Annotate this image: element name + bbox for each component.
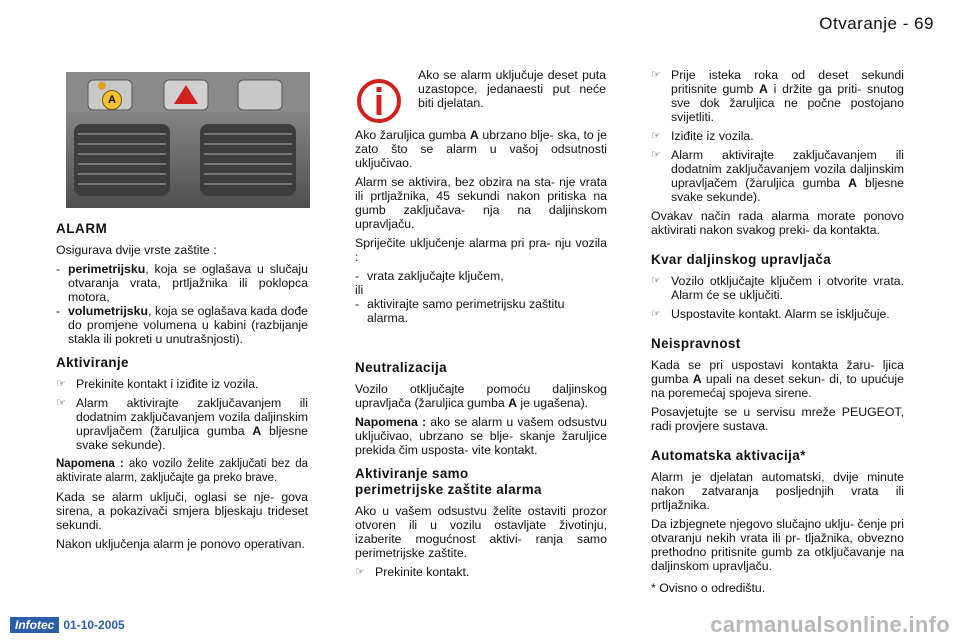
warning-text: Ako se alarm uključuje deset puta uzastopce, jedanaesti put neće biti djelatan. xyxy=(418,68,606,110)
paragraph: Vozilo otključajte pomoću daljinskog upravljača (žaruljica gumba A je ugašena). xyxy=(355,382,607,410)
pointing-hand-icon: ☞ xyxy=(56,378,66,390)
button-a-callout: A xyxy=(102,90,122,110)
list-item: ☞ Vozilo otključajte ključem i otvorite vrata. Alarm će se uključiti. xyxy=(651,274,904,302)
paragraph: Kada se alarm uključi, oglasi se nje- gova sirena, a pokazivači smjera bljeskaju trideset sekundi. xyxy=(56,490,308,532)
list-item: - vrata zaključajte ključem, xyxy=(355,269,504,283)
footnote: * Ovisno o odredištu. xyxy=(651,581,766,595)
paragraph: Ako u vašem odsustvu želite ostaviti prozor otvoren ili u vozilu ostavljate životinju, izaberite mogućnost aktivi- ranja samo perimetrijske zaštite. xyxy=(355,504,607,560)
list-item: ☞ Uspostavite kontakt. Alarm se isključuje. xyxy=(651,307,890,321)
neispravnost-heading: Neispravnost xyxy=(651,336,741,351)
paragraph: Napomena : ako se alarm u vašem odsustvu uključivao, ubrzano se blje- skanje žaruljice prekida čim usposta- vite kontakt. xyxy=(355,415,607,457)
list-item: ☞ Alarm aktivirajte zaključavanjem ili dodatnim zaključavanjem vozila daljinskim upravljačem (žaruljica gumba A bljesne svake sekunde). xyxy=(56,396,308,452)
pointing-hand-icon: ☞ xyxy=(651,69,661,81)
napomena-note: Napomena : ako vozilo želite zaključati bez da aktivirate alarm, zaključajte ga preko brave. xyxy=(56,458,308,484)
neutralizacija-heading: Neutralizacija xyxy=(355,360,447,375)
aktiviranje-samo-heading-line2: perimetrijske zaštite alarma xyxy=(355,482,542,497)
list-item: - perimetrijsku, koja se oglašava u slučaju otvaranja vrata, prtljažnika ili poklopca motora, xyxy=(56,262,308,304)
ili-text: ili xyxy=(355,283,364,297)
list-item: ☞ Prekinite kontakt i iziđite iz vozila. xyxy=(56,377,259,391)
pointing-hand-icon: ☞ xyxy=(651,275,661,287)
paragraph: Kada se pri uspostavi kontakta žaru- ljica gumba A upali na deset sekun- di, to upućuje na poremećaj spojeva sirene. xyxy=(651,358,904,400)
footer xyxy=(10,617,125,633)
list-item: - aktivirajte samo perimetrijsku zaštitu alarma. xyxy=(355,297,565,325)
paragraph: Posavjetujte se u servisu mreže PEUGEOT, radi provjere sustava. xyxy=(651,405,904,433)
pointing-hand-icon: ☞ xyxy=(355,566,365,578)
paragraph: Alarm je djelatan automatski, dvije minute nakon zatvaranja posljednjih vrata ili prtljažnika. xyxy=(651,470,904,512)
pointing-hand-icon: ☞ xyxy=(56,397,66,409)
list-item: ☞ Prekinite kontakt. xyxy=(355,565,470,579)
paragraph: Ako žaruljica gumba A ubrzano blje- ska, to je zato što se alarm u vašoj odsutnosti uključivao. xyxy=(355,128,607,170)
aktiviranje-heading: Aktiviranje xyxy=(56,355,129,370)
alarm-intro: Osigurava dvije vrste zaštite : xyxy=(56,243,217,257)
paragraph: Nakon uključenja alarm je ponovo operativan. xyxy=(56,537,305,551)
middle-column xyxy=(355,128,607,584)
footer-date: 01-10-2005 xyxy=(63,618,125,632)
pointing-hand-icon: ☞ xyxy=(651,130,661,142)
pointing-hand-icon: ☞ xyxy=(651,308,661,320)
paragraph: Spriječite uključenje alarma pri pra- nju vozila : xyxy=(355,236,607,264)
automatska-heading: Automatska aktivacija* xyxy=(651,448,806,463)
paragraph: Ovakav način rada alarma morate ponovo aktivirati nakon svakog preki- da kontakta. xyxy=(651,209,904,237)
aktiviranje-samo-heading: Aktiviranje samo xyxy=(355,466,469,481)
list-item: - volumetrijsku, koja se oglašava kada dođe do promjene volumena u kabini (razbijanje stakla ili pokreti u unutrašnjosti). xyxy=(56,304,308,346)
watermark: carmanualsonline.info xyxy=(710,612,950,637)
warning-box xyxy=(418,68,606,115)
alarm-heading: ALARM xyxy=(56,221,108,236)
list-item: ☞ Alarm aktivirajte zaključavanjem ili dodatnim zaključavanjem vozila daljinskim upravljačem (žaruljica gumba A bljesne svake sekunde). xyxy=(651,148,904,204)
right-column xyxy=(651,68,904,600)
kvar-heading: Kvar daljinskog upravljača xyxy=(651,252,832,267)
warning-info-icon xyxy=(356,78,402,124)
paragraph: Da izbjegnete njegovo slučajno uklju- čenje pri otvaranju nekih vrata ili pr- tljažnika, obvezno prethodno pritisnite gumb za otključavanje na daljinskom upravljaču. xyxy=(651,517,904,573)
alarm-button-photo xyxy=(66,72,310,208)
left-column xyxy=(56,212,308,556)
page-header: Otvaranje - 69 xyxy=(819,14,934,33)
paragraph: Alarm se aktivira, bez obzira na sta- nje vrata ili prtljažnika, 45 sekundi nakon pritiska na gumb zaključava- nja na daljinskom upravljaču. xyxy=(355,175,607,231)
list-item: ☞ Iziđite iz vozila. xyxy=(651,129,754,143)
infotec-logo: Infotec xyxy=(10,617,59,633)
list-item: ☞ Prije isteka roka od deset sekundi pritisnite gumb A i držite ga priti- snutog sve dok žaruljica ne počne postojano svijetliti. xyxy=(651,68,904,124)
pointing-hand-icon: ☞ xyxy=(651,149,661,161)
